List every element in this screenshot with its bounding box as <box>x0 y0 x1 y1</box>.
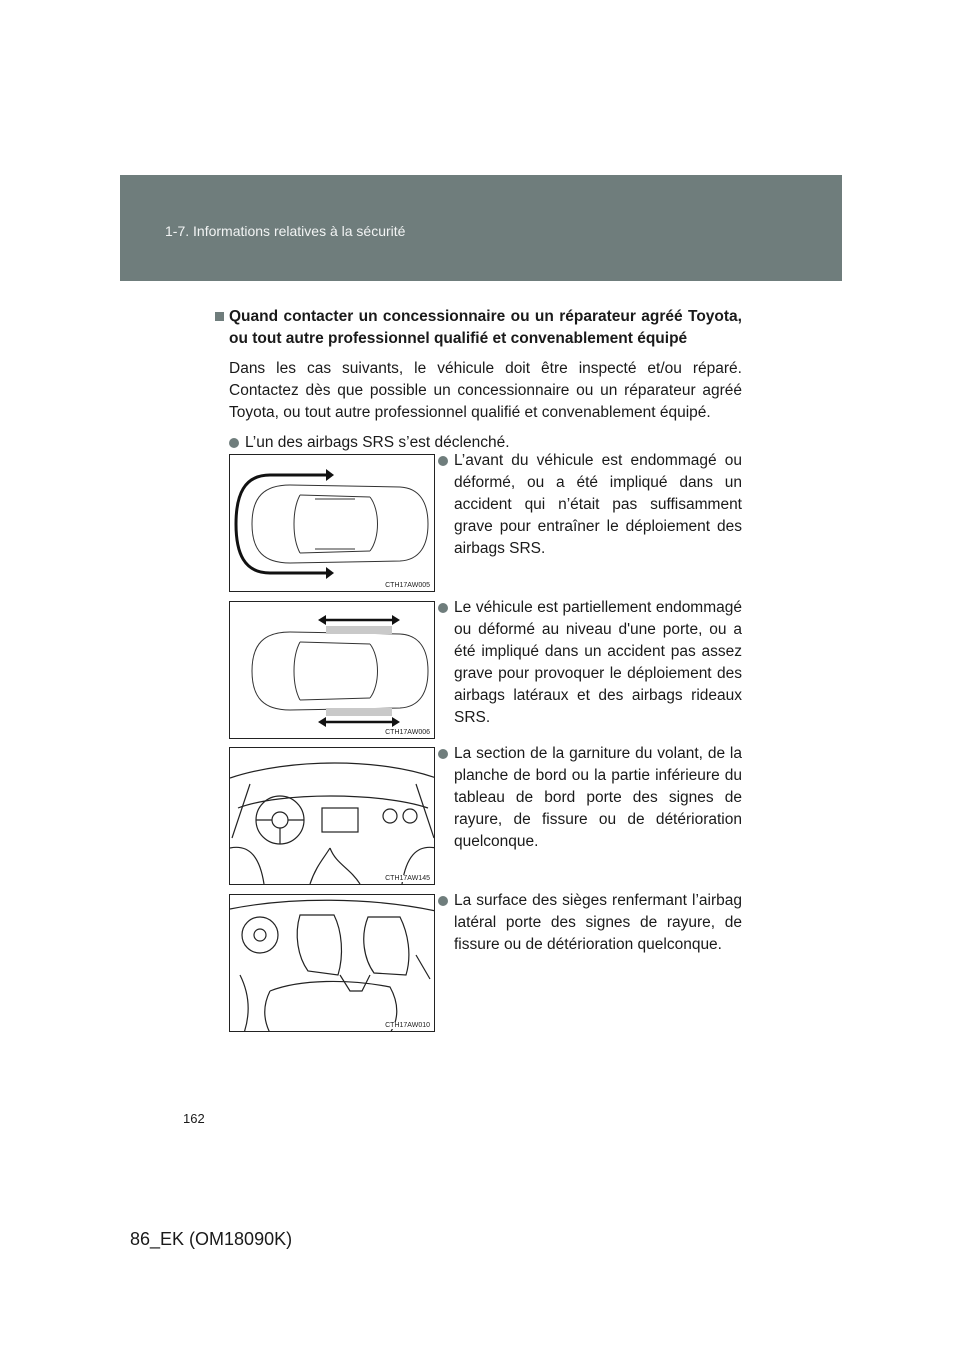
intro-paragraph: Dans les cas suivants, le véhicule doit être inspecté et/ou réparé. Contactez dès que possible un concessionnaire ou un réparateur agréé Toyota, ou tout autre professionnel qualifié et convenablement équipé. <box>229 360 742 421</box>
bullet-dot-icon <box>229 438 239 448</box>
figure-front-damage <box>229 454 435 592</box>
case-seats <box>229 894 742 1034</box>
bullet-dot-icon <box>438 456 448 466</box>
case-front-damage <box>229 454 742 594</box>
heading-row <box>215 306 742 350</box>
list-item-text: L’un des airbags SRS s’est déclenché. <box>245 434 510 451</box>
case-text-content: La section de la garniture du volant, de la planche de bord ou la partie inférieure du tableau de bord porte des signes de rayure, de fissure ou de détérioration quelconque. <box>454 745 742 850</box>
figure-code: CTH17AW145 <box>385 875 430 882</box>
case-text <box>438 890 742 956</box>
figure-dashboard <box>229 747 435 885</box>
page-number: 162 <box>183 1111 205 1126</box>
case-dashboard <box>229 747 742 887</box>
document-code: 86_EK (OM18090K) <box>130 1229 293 1249</box>
case-text-content: La surface des sièges renfermant l’airbag latéral porte des signes de rayure, de fissure ou de détérioration quelconque. <box>454 892 742 953</box>
figure-code: CTH17AW006 <box>385 729 430 736</box>
case-text-content: L’avant du véhicule est endommagé ou déformé, ou a été impliqué dans un accident qui n’était pas suffisamment grave pour entraîner le déploiement des airbags SRS. <box>454 452 742 557</box>
bullet-dot-icon <box>438 749 448 759</box>
case-text-content: Le véhicule est partiellement endommagé ou déformé au niveau d'une porte, ou a été impliqué dans un accident pas assez grave pour provoquer le déploiement des airbags latéraux et des airbags rideaux SRS. <box>454 599 742 726</box>
figure-side-damage <box>229 601 435 739</box>
case-text <box>438 597 742 729</box>
car-side-damage-diagram-icon <box>230 602 435 739</box>
figure-code: CTH17AW010 <box>385 1022 430 1029</box>
main-content <box>215 306 742 454</box>
bullet-dot-icon <box>438 603 448 613</box>
case-text <box>438 450 742 560</box>
car-front-damage-diagram-icon <box>230 455 435 592</box>
bullet-dot-icon <box>438 896 448 906</box>
header-band <box>120 175 842 281</box>
section-heading: Quand contacter un concessionnaire ou un réparateur agréé Toyota, ou tout autre professionnel qualifié et convenablement équipé <box>229 308 742 347</box>
seats-illustration-icon <box>230 895 435 1032</box>
case-text <box>438 743 742 853</box>
figure-code: CTH17AW005 <box>385 582 430 589</box>
dashboard-illustration-icon <box>230 748 435 885</box>
section-title: 1-7. Informations relatives à la sécurité <box>165 223 406 239</box>
case-side-damage <box>229 601 742 741</box>
square-bullet-icon <box>215 312 224 321</box>
figure-seats <box>229 894 435 1032</box>
